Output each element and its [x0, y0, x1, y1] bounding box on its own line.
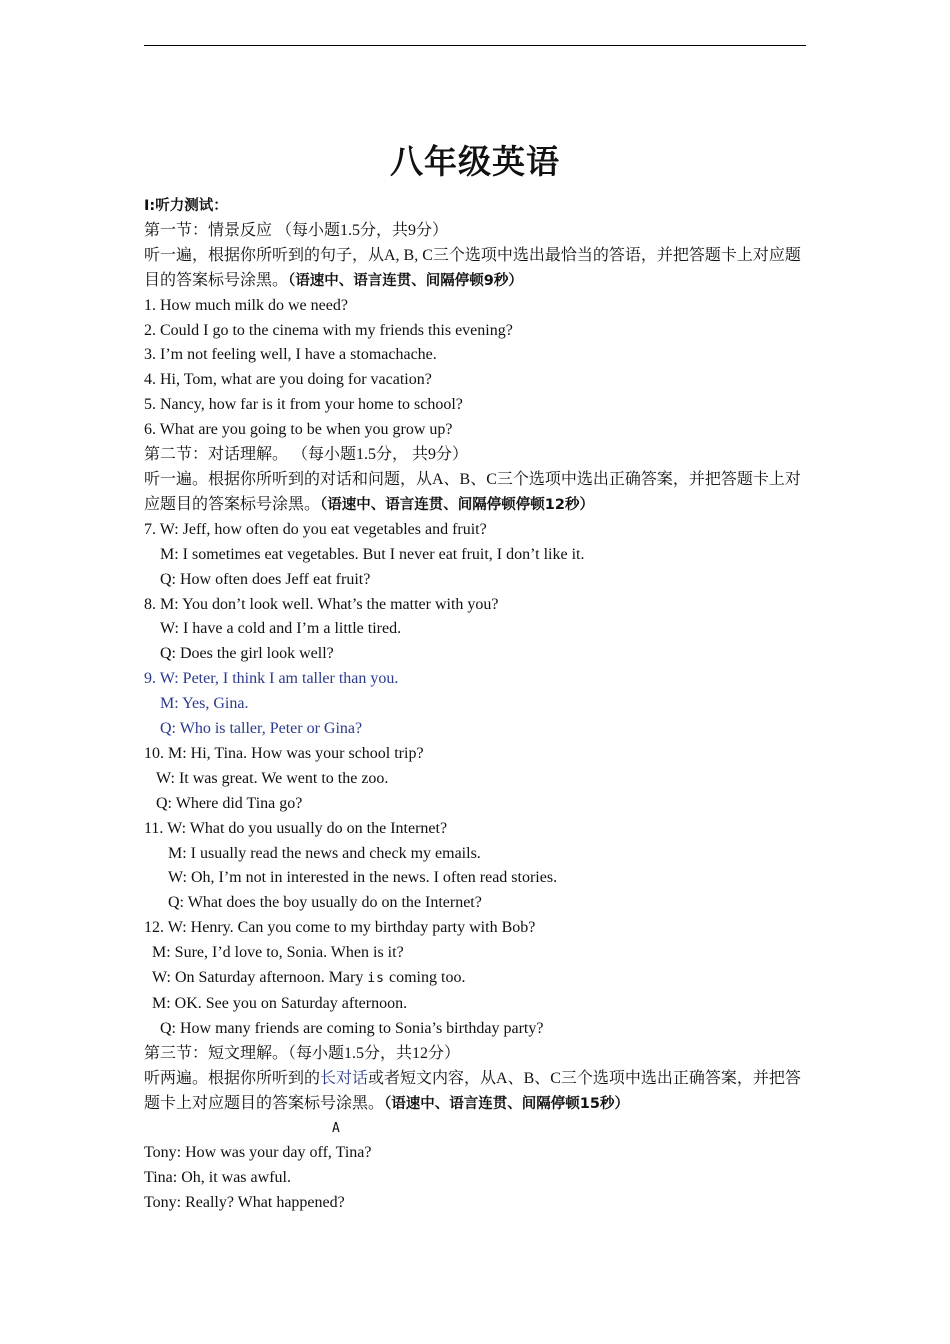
part1-heading: 第一节：情景反应 （每小题1.5分，共9分） [144, 221, 449, 239]
question-8-line: 8. M: You don’t look well. What’s the matter with you? [144, 595, 499, 613]
passage-label: A [332, 1120, 340, 1136]
question-7-line: M: I sometimes eat vegetables. But I never eat fruit, I don’t like it. [160, 545, 585, 563]
question-12-line: Q: How many friends are coming to Sonia’s birthday party? [160, 1019, 544, 1037]
part2-instructions: 听一遍。根据你所听到的对话和问题，从A、B、C三个选项中选出正确答案，并把答题卡上对应题目的答案标号涂黑。（语速中、语言连贯、间隔停顿停顿12秒） [144, 470, 801, 513]
header-rule [144, 45, 806, 46]
question-9-line: 9. W: Peter, I think I am taller than you. [144, 670, 399, 688]
question-10-line: Q: Where did Tina go? [156, 794, 303, 812]
question-11-line: Q: What does the boy usually do on the Internet? [168, 894, 482, 912]
question-1: 1. How much milk do we need? [144, 296, 348, 314]
question-11-line: M: I usually read the news and check my emails. [168, 844, 481, 862]
question-6: 6. What are you going to be when you grow up? [144, 421, 453, 439]
question-10-line: 10. M: Hi, Tina. How was your school trip? [144, 744, 424, 762]
question-4: 4. Hi, Tom, what are you doing for vacation? [144, 371, 432, 389]
question-5: 5. Nancy, how far is it from your home to school? [144, 396, 463, 414]
question-12-line: M: OK. See you on Saturday afternoon. [152, 995, 408, 1012]
part3-heading: 第三节：短文理解。（每小题1.5分，共12分） [144, 1044, 461, 1062]
section-heading: I:听力测试： [144, 198, 228, 214]
question-10-line: W: It was great. We went to the zoo. [156, 769, 389, 787]
question-7-line: Q: How often does Jeff eat fruit? [160, 570, 371, 588]
question-7-line: 7. W: Jeff, how often do you eat vegetables and fruit? [144, 520, 487, 538]
question-8-line: W: I have a cold and I’m a little tired. [160, 620, 402, 638]
question-9-line: Q: Who is taller, Peter or Gina? [160, 720, 363, 738]
passage-line: Tina: Oh, it was awful. [144, 1169, 291, 1187]
passage-line: Tony: Really? What happened? [144, 1194, 345, 1212]
question-3: 3. I’m not feeling well, I have a stomachache. [144, 346, 437, 364]
question-12-line: 12. W: Henry. Can you come to my birthday party with Bob? [144, 919, 536, 937]
question-12-line: W: On Saturday afternoon. Mary is coming too. [152, 969, 466, 987]
long-dialogue-link[interactable]: 长对话 [320, 1069, 369, 1087]
part1-instructions: 听一遍，根据你所听到的句子，从A, B, C三个选项中选出最恰当的答语，并把答题卡上对应题目的答案标号涂黑。（语速中、语言连贯、间隔停顿9秒） [144, 246, 801, 289]
part3-instructions: 听两遍。根据你所听到的长对话或者短文内容，从A、B、C三个选项中选出正确答案，并把答题卡上对应题目的答案标号涂黑。（语速中、语言连贯、间隔停顿15秒） [144, 1069, 801, 1112]
question-9-line: M: Yes, Gina. [160, 695, 249, 713]
question-12-line: M: Sure, I’d love to, Sonia. When is it? [152, 944, 404, 962]
document-body [144, 194, 808, 1216]
part2-heading: 第二节：对话理解。 （每小题1.5分， 共9分） [144, 446, 469, 464]
question-8-line: Q: Does the girl look well? [160, 645, 334, 663]
question-11-line: W: Oh, I’m not in interested in the news. I often read stories. [168, 869, 558, 887]
page-title: 八年级英语 [390, 142, 560, 181]
passage-line: Tony: How was your day off, Tina? [144, 1144, 372, 1162]
question-2: 2. Could I go to the cinema with my friends this evening? [144, 321, 513, 339]
question-11-line: 11. W: What do you usually do on the Internet? [144, 819, 448, 837]
